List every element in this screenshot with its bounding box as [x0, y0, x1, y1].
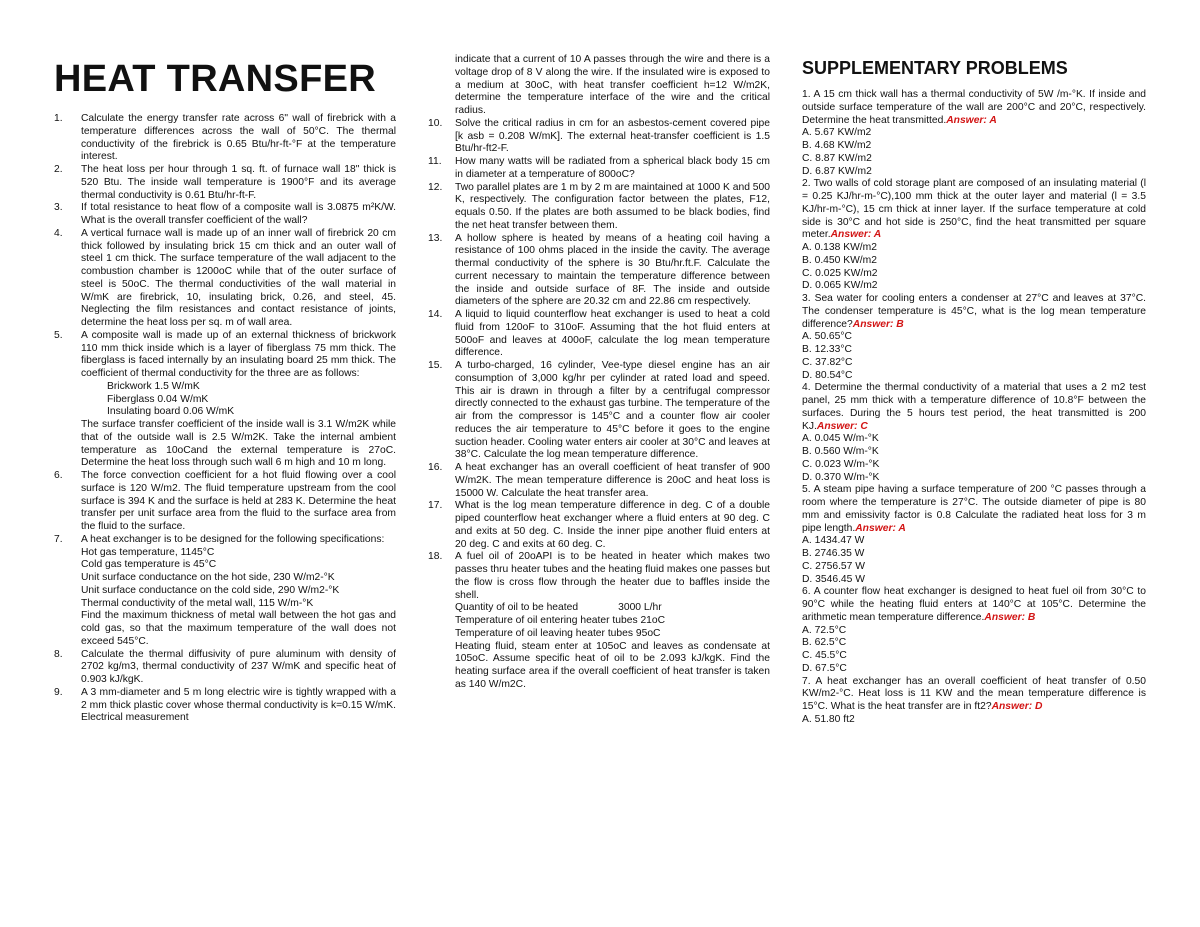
question-text: 5. A steam pipe having a surface temperature of 200 °C passes through a room where the temperature is 27°C. The outside diameter of pipe is 80 mm and emissivity factor is 0.8 Calculate the radiated heat loss for 3 m pipe length. [802, 484, 1146, 534]
spec-line: Temperature of oil entering heater tubes 21oC [455, 615, 666, 626]
question-text: 7. A heat exchanger has an overall coefficient of heat transfer of 0.50 KW/m2-°C. Heat loss is 11 KW and the mean temperature difference is 15°C. What is the heat transfer are in ft2? [802, 675, 1146, 712]
page-title: HEAT TRANSFER [54, 58, 376, 100]
problem-text: What is the log mean temperature difference in deg. C of a double piped counterflow heat exchanger where a fluid enters at 90 deg. C and exits at 50 deg. C. Inside the inner pipe another fluid enters at 20 deg. C and exits at 60 deg. C. [455, 500, 770, 550]
answer-label: Answer: B [984, 611, 1036, 623]
supplementary-problem [802, 676, 1146, 727]
spec-line: Cold gas temperature is 45°C [81, 559, 217, 571]
problem-text: Solve the critical radius in cm for an asbestos-cement covered pipe [k asb = 0.208 W/mK]. The external heat-transfer coefficient is 1.5 Btu/hr-ft2-F. [455, 117, 770, 155]
problem-list-2 [428, 118, 770, 692]
answer-option: C. 0.023 W/m-°K [802, 458, 880, 470]
problem-item [54, 202, 396, 228]
problem-number: 4. [54, 227, 63, 239]
supplementary-problem [802, 178, 1146, 293]
problem-9-continuation: indicate that a current of 10 A passes through the wire and there is a voltage drop of 8 V along the wire. If the insulated wire is exposed to a medium at 30oC, with heat transfer coefficient h=12 W/m2K, determine the temperature interface of the wire and the critical radius. [455, 54, 770, 116]
problem-number: 14. [428, 309, 443, 320]
problem-text: A vertical furnace wall is made up of an inner wall of firebrick 20 cm thick followed by insulating brick 15 cm thick and an outer wall of steel 1 cm thick. The surface temperature of the wall adjacent to the combustion chamber is 1200oC while that of the outer surface of steel is 50oC. The thermal conductivities of the wall material in W/mK are firebrick, 10, insulating brick, 0.26, and steel, 45. Neglecting the film resistances and contact resistance of joints, determine the heat loss per sq. m of wall area. [81, 227, 396, 328]
answer-label: Answer: A [830, 229, 882, 241]
problem-item [428, 500, 770, 551]
question-text: 1. A 15 cm thick wall has a thermal conductivity of 5W /m-°K. If inside and outside surface temperature of the wall are 200°C and 20°C, respectively. Determine the heat transmitted. [802, 89, 1146, 126]
problem-item [54, 649, 396, 687]
problem-text: A fuel oil of 20oAPI is to be heated in heater which makes two passes thru heater tubes and the heating fluid makes one passes but the flow is cross flow through the heater due to baffles inside the shell. [455, 551, 770, 601]
answer-option: A. 5.67 KW/m2 [802, 127, 872, 139]
question-text: 3. Sea water for cooling enters a condenser at 27°C and leaves at 37°C. The condenser temperature is 45°C, what is the log mean temperature difference? [802, 293, 1146, 330]
problem-number: 8. [54, 648, 63, 660]
supplementary-problem [802, 484, 1146, 586]
problem-number: 13. [428, 232, 443, 244]
answer-option: B. 12.33°C [802, 344, 852, 355]
problem-number: 1. [54, 113, 63, 124]
spec-line: Temperature of oil leaving heater tubes 95oC [455, 627, 661, 639]
problem-number: 12. [428, 181, 443, 193]
answer-option: A. 51.80 ft2 [802, 713, 855, 725]
answer-option: A. 1434.47 W [802, 535, 865, 547]
problem-number: 7. [54, 533, 63, 545]
problem-number: 10. [428, 117, 443, 129]
problem-item [428, 233, 770, 310]
supplementary-problem [802, 293, 1146, 382]
problem-text: If total resistance to heat flow of a composite wall is 3.0875 m²K/W. What is the overall transfer coefficient of the wall? [81, 202, 396, 226]
answer-option: A. 0.045 W/m-°K [802, 433, 879, 445]
problem-list [54, 113, 396, 725]
answer-option: C. 8.87 KW/m2 [802, 152, 872, 164]
answer-option: B. 0.450 KW/m2 [802, 254, 877, 266]
answer-option: D. 0.370 W/m-°K [802, 471, 880, 483]
problem-text-tail: The surface transfer coefficient of the inside wall is 3.1 W/m2K while that of the outside wall is 2.5 W/m2K. Take the internal ambient temperature as 10oCand the external temperature is 27oC. Determine the heat loss through such wall 6 m high and 10 m long. [81, 419, 396, 469]
problem-text-tail: Find the maximum thickness of metal wall between the hot gas and cold gas, so that the maximum temperature of the wall does not exceed 545°C. [81, 610, 396, 647]
answer-label: Answer: A [855, 522, 906, 534]
supplementary-list [802, 89, 1146, 727]
answer-option: B. 2746.35 W [802, 548, 865, 559]
problem-text: The heat loss per hour through 1 sq. ft. of furnace wall 18" thick is 520 Btu. The inside wall temperature is 1900°F and its average thermal conductivity is 0.61 Btu/hr-ft-F. [81, 164, 396, 201]
column-middle [428, 0, 770, 692]
supplementary-problem [802, 586, 1146, 675]
answer-option: B. 4.68 KW/m2 [802, 140, 872, 151]
answer-option: A. 72.5°C [802, 624, 847, 636]
problem-text: A liquid to liquid counterflow heat exchanger is used to heat a cold fluid from 120oF to 310oF. Assuming that the hot fluid enters at 500oF and leaves at 400oF, calculate the log mean temperature difference. [455, 309, 770, 359]
answer-option: D. 6.87 KW/m2 [802, 165, 872, 177]
problem-text: A composite wall is made up of an external thickness of brickwork 110 mm thick inside which is a layer of fiberglass 75 mm thick. The fiberglass is faced internally by an insulating board 25 mm thick. The coefficient of thermal conductivity for the three are as follows: [81, 329, 396, 379]
problem-text: A heat exchanger has an overall coefficient of heat transfer of 900 W/m2K. The mean temperature difference is 20oC and heat loss is 15000 W. Calculate the heat transfer area. [455, 462, 770, 499]
problem-number: 3. [54, 202, 63, 214]
problem-item [428, 360, 770, 462]
answer-option: D. 80.54°C [802, 369, 853, 381]
column-right [802, 0, 1146, 727]
problem-item [428, 156, 770, 182]
answer-option: D. 67.5°C [802, 662, 847, 674]
answer-label: Answer: B [852, 318, 904, 330]
answer-option: B. 0.560 W/m-°K [802, 446, 879, 457]
material-line: Fiberglass 0.04 W/mK [107, 393, 209, 405]
problem-text: The force convection coefficient for a hot fluid flowing over a cool surface is 120 W/m2. The fluid temperature upstream from the cool surface is 394 K and the surface is held at 283 K. Determine the heat transfer per unit surface area from the fluid to the surface area from the fluid to the surface. [81, 470, 396, 532]
answer-option: C. 0.025 KW/m2 [802, 267, 878, 279]
problem-text: A heat exchanger is to be designed for the following specifications: [81, 533, 385, 545]
problem-text: A turbo-charged, 16 cylinder, Vee-type diesel engine has an air consumption of 3,000 kg/hr per cylinder at rated load and speed. This air is drawn in through a filter by a centrifugal compressor directly connected to the exhaust gas turbine. The temperature of the air from the compressor is 145°C and a counter flow air cooler reduces the air temperature to 45°C before it goes to the engine suction header. Cooling water enters air cooler at 30°C and leaves at 38°C. Calculate the log mean temperature difference. [455, 360, 770, 461]
problem-text: A hollow sphere is heated by means of a heating coil having a resistance of 100 ohms placed in the inside the cavity. The average thermal conductivity of the sphere is 30 Btu/hr.ft.F. Calculate the current necessary to maintain the temperature difference between the inside and outside surface of 8F. The inside and outside diameters of the sphere are 20.32 cm and 22.86 cm respectively. [455, 232, 770, 308]
problem-item [54, 534, 396, 649]
problem-text: How many watts will be radiated from a spherical black body 15 cm in diameter at a temperature of 800oC? [455, 156, 770, 180]
answer-option: B. 62.5°C [802, 637, 847, 649]
problem-text: Two parallel plates are 1 m by 2 m are maintained at 1000 K and 500 K, respectively. The configuration factor between the plates, F12, equals 0.50. If the plates are both assumed to be black bodies, find the net heat transfer between them. [455, 181, 770, 231]
answer-option: C. 45.5°C [802, 650, 847, 661]
problem-item [54, 113, 396, 164]
answer-option: C. 37.82°C [802, 356, 853, 368]
problem-number: 16. [428, 462, 443, 473]
answer-label: Answer: D [991, 701, 1043, 712]
problem-text: Calculate the thermal diffusivity of pure aluminum with density of 2702 kg/m3, thermal conductivity of 237 W/mK and specific heat of 0.903 kJ/kgK. [81, 648, 396, 685]
material-line: Insulating board 0.06 W/mK [107, 406, 235, 418]
answer-option: A. 50.65°C [802, 331, 852, 343]
problem-item [54, 228, 396, 330]
problem-number: 9. [54, 686, 63, 698]
problem-text: Calculate the energy transfer rate across 6" wall of firebrick with a temperature differences across the wall of 50°C. The thermal conductivity of the firebrick is 0.65 Btu/hr-ft-°F at the temperature interest. [81, 113, 396, 163]
material-line: Brickwork 1.5 W/mK [107, 380, 200, 392]
question-text: 6. A counter flow heat exchanger is designed to heat fuel oil from 30°C to 90°C while the heating fluid enters at 140°C at 105°C. Determine the arithmetic mean temperature difference. [802, 586, 1146, 623]
problem-item [428, 551, 770, 691]
spec-line: Quantity of oil to be heated 3000 L/hr [455, 602, 662, 614]
column-left [54, 0, 396, 725]
problem-item [428, 182, 770, 233]
spec-line: Unit surface conductance on the cold side, 290 W/m2-°K [81, 584, 340, 596]
problem-number: 17. [428, 500, 443, 512]
problem-number: 5. [54, 329, 63, 341]
problem-item [428, 309, 770, 360]
problem-number: 2. [54, 164, 63, 175]
spec-line: Hot gas temperature, 1145°C [81, 546, 215, 558]
problem-item [428, 118, 770, 156]
problem-text: A 3 mm-diameter and 5 m long electric wire is tightly wrapped with a 2 mm thick plastic cover whose thermal conductivity is k=0.15 W/mK. Electrical measurement [81, 686, 396, 724]
problem-number: 18. [428, 551, 443, 563]
problem-item [54, 330, 396, 470]
answer-option: D. 0.065 KW/m2 [802, 280, 878, 292]
problem-number: 11. [428, 156, 442, 167]
question-text: 4. Determine the thermal conductivity of a material that uses a 2 m2 test panel, 25 mm thick with a temperature difference of 10.8°F between the surfaces. During the 5 hours test period, the heat transmitted is 200 KJ. [802, 382, 1146, 432]
supplementary-title: SUPPLEMENTARY PROBLEMS [802, 58, 1068, 78]
answer-option: D. 3546.45 W [802, 573, 865, 585]
answer-label: Answer: A [946, 114, 997, 126]
spec-line: Unit surface conductance on the hot side, 230 W/m2-°K [81, 572, 335, 583]
problem-item [54, 470, 396, 534]
problem-number: 6. [54, 470, 63, 481]
supplementary-problem [802, 89, 1146, 178]
answer-option: A. 0.138 KW/m2 [802, 242, 877, 253]
problem-item [428, 462, 770, 500]
supplementary-problem [802, 382, 1146, 484]
answer-option: C. 2756.57 W [802, 560, 865, 572]
answer-label: Answer: C [816, 420, 868, 432]
problem-text-tail: Heating fluid, steam enter at 105oC and leaves as condensate at 105oC. Assume specific heat of oil to be 2.093 kJ/kgK. Find the heating surface area if the overall coefficient of heat transfer is taken as 140 W/m2C. [455, 640, 770, 690]
problem-number: 15. [428, 360, 443, 371]
problem-item [54, 164, 396, 202]
spec-line: Thermal conductivity of the metal wall, 115 W/m-°K [81, 597, 314, 609]
question-text: 2. Two walls of cold storage plant are composed of an insulating material (l = 0.25 KJ/hr-m-°C),100 mm thick at the outer layer and material (l = 3.5 KJ/hr-m-°C), 15 cm thick at inner layer. If the surface temperature at cold side is 30°C and hot side is 250°C, find the heat transmitted per square meter. [802, 178, 1146, 241]
problem-item [54, 687, 396, 725]
